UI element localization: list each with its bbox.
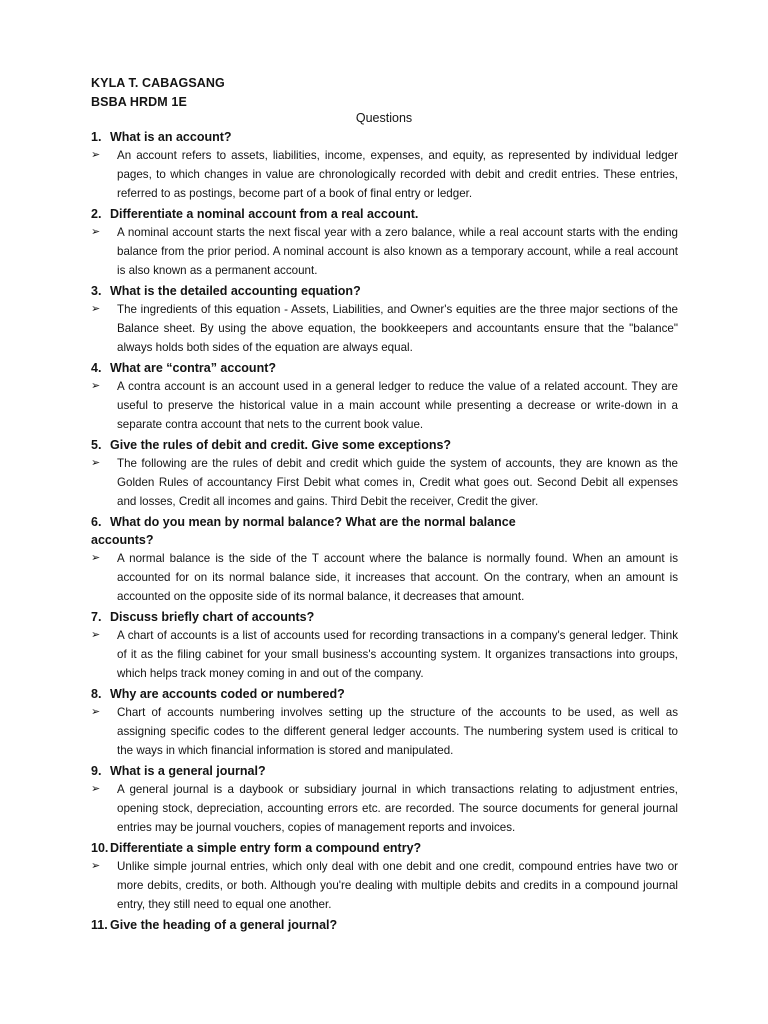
question-heading bbox=[91, 762, 678, 780]
question-text: Why are accounts coded or numbered? bbox=[110, 687, 345, 701]
arrow-bullet-icon: ➢ bbox=[91, 226, 101, 238]
question-heading bbox=[91, 685, 678, 703]
question-number: 2. bbox=[91, 207, 102, 221]
question-text: What is the detailed accounting equation? bbox=[110, 284, 361, 298]
question-text: What do you mean by normal balance? What are the normal balance bbox=[110, 515, 516, 529]
question-number: 9. bbox=[91, 764, 102, 778]
question-heading bbox=[91, 128, 678, 146]
question-number: 11. bbox=[91, 918, 108, 932]
arrow-bullet-icon: ➢ bbox=[91, 457, 101, 469]
question-text: Differentiate a simple entry form a compound entry? bbox=[110, 841, 422, 855]
answer-text: Unlike simple journal entries, which only deal with one debit and one credit, compound entries have two or more debits, credits, or both. Although you're dealing with multiple debits and credits in a compound journal entry, they still need to equal one another. bbox=[117, 860, 678, 911]
question-heading bbox=[91, 608, 678, 626]
arrow-bullet-icon: ➢ bbox=[91, 629, 101, 641]
question-number: 10. bbox=[91, 841, 109, 855]
page-title: Questions bbox=[355, 111, 413, 125]
question-heading bbox=[91, 513, 678, 549]
question-text: Differentiate a nominal account from a real account. bbox=[110, 207, 419, 221]
question-number: 1. bbox=[91, 130, 102, 144]
answer-text: The ingredients of this equation - Assets, Liabilities, and Owner's equities are the three major sections of the Balance sheet. By using the above equation, the bookkeepers and accountants ensure that the "balance" always holds both sides of the equation are always equal. bbox=[117, 303, 678, 354]
arrow-bullet-icon: ➢ bbox=[91, 149, 101, 161]
answer-item bbox=[91, 454, 678, 511]
answer-item bbox=[91, 300, 678, 357]
question-text: What are “contra” account? bbox=[110, 361, 276, 375]
question-number: 7. bbox=[91, 610, 102, 624]
arrow-bullet-icon: ➢ bbox=[91, 706, 101, 718]
answer-item bbox=[91, 377, 678, 434]
student-name: KYLA T. CABAGSANG bbox=[91, 76, 225, 90]
answer-text: The following are the rules of debit and credit which guide the system of accounts, they are known as the Golden Rules of accountancy First Debit what comes in, Credit what goes out. Second Debit all expenses and losses, Credit all incomes and gains. Third Debit the receiver, Credit the giver. bbox=[117, 457, 678, 508]
arrow-bullet-icon: ➢ bbox=[91, 552, 101, 564]
question-heading bbox=[91, 359, 678, 377]
answer-item bbox=[91, 780, 678, 837]
answer-text: A chart of accounts is a list of accounts used for recording transactions in a company's general ledger. Think of it as the filing cabinet for your small business's accounting system. It organizes transactions into groups, which helps track money coming in and out of the company. bbox=[117, 629, 678, 680]
question-number: 5. bbox=[91, 438, 102, 452]
answer-item bbox=[91, 703, 678, 760]
answer-text: A normal balance is the side of the T account where the balance is normally found. When an amount is accounted for on its normal balance side, it increases that account. On the contrary, when an amount is accounted on the opposite side of its normal balance, it decreases that amount. bbox=[117, 552, 678, 603]
question-text-continued: accounts? bbox=[91, 533, 154, 547]
question-text: What is an account? bbox=[110, 130, 232, 144]
question-heading bbox=[91, 282, 678, 300]
answer-item bbox=[91, 549, 678, 606]
question-list bbox=[91, 128, 678, 934]
answer-text: An account refers to assets, liabilities, income, expenses, and equity, as represented by individual ledger pages, to which changes in value are chronologically recorded with debit and credit entries. These entries, referred to as postings, become part of a book of final entry or ledger. bbox=[117, 149, 678, 200]
answer-item bbox=[91, 857, 678, 914]
arrow-bullet-icon: ➢ bbox=[91, 860, 101, 872]
question-text: Give the rules of debit and credit. Give some exceptions? bbox=[110, 438, 452, 452]
question-heading bbox=[91, 839, 678, 857]
question-heading bbox=[91, 436, 678, 454]
answer-item bbox=[91, 626, 678, 683]
question-number: 4. bbox=[91, 361, 102, 375]
course-section: BSBA HRDM 1E bbox=[91, 95, 187, 109]
answer-text: A contra account is an account used in a general ledger to reduce the value of a related account. They are useful to preserve the historical value in a main account while presenting a decrease or write-down in a separate contra account that nets to the current book value. bbox=[117, 380, 678, 431]
arrow-bullet-icon: ➢ bbox=[91, 783, 101, 795]
question-number: 8. bbox=[91, 687, 102, 701]
question-heading bbox=[91, 916, 678, 934]
answer-item bbox=[91, 146, 678, 203]
question-text: What is a general journal? bbox=[110, 764, 266, 778]
question-heading bbox=[91, 205, 678, 223]
answer-text: Chart of accounts numbering involves setting up the structure of the accounts to be used, as well as assigning specific codes to the different general ledger accounts. The numbering system used is critical to the ways in which financial information is stored and manipulated. bbox=[117, 706, 678, 757]
question-text: Give the heading of a general journal? bbox=[110, 918, 338, 932]
arrow-bullet-icon: ➢ bbox=[91, 380, 101, 392]
answer-item bbox=[91, 223, 678, 280]
question-text: Discuss briefly chart of accounts? bbox=[110, 610, 315, 624]
question-number: 6. bbox=[91, 515, 102, 529]
arrow-bullet-icon: ➢ bbox=[91, 303, 101, 315]
question-number: 3. bbox=[91, 284, 102, 298]
answer-text: A nominal account starts the next fiscal year with a zero balance, while a real account starts with the ending balance from the prior period. A nominal account is also known as a temporary account, while a real account is also known as a permanent account. bbox=[117, 226, 678, 277]
answer-text: A general journal is a daybook or subsidiary journal in which transactions relating to adjustment entries, opening stock, depreciation, accounting errors etc. are recorded. The source documents for general journal entries may be journal vouchers, copies of management reports and invoices. bbox=[117, 783, 678, 834]
